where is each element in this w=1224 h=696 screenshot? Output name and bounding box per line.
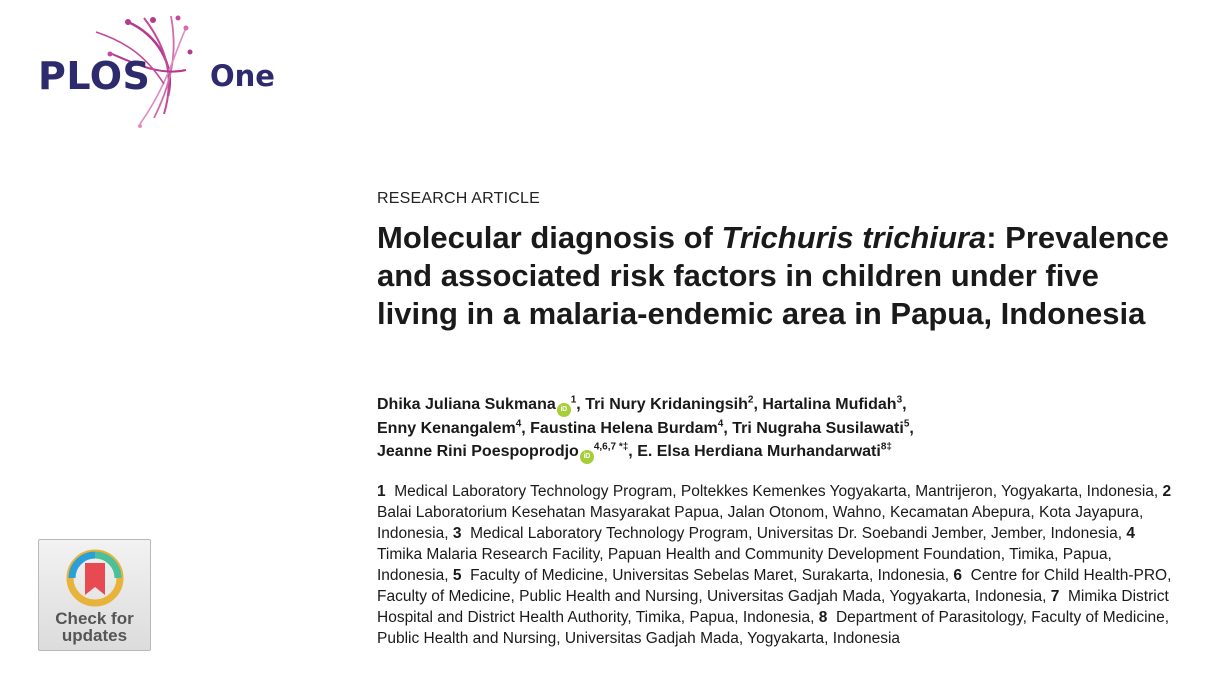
author[interactable] bbox=[530, 420, 723, 437]
affiliation-text: Faculty of Medicine, Universitas Sebelas Maret, Surakarta, Indonesia, bbox=[470, 567, 950, 584]
affiliation-number: 3 bbox=[452, 525, 462, 542]
logo-journal: One bbox=[210, 59, 275, 93]
affiliation-item bbox=[377, 483, 1158, 500]
author-name: Dhika Juliana Sukmana bbox=[377, 396, 556, 413]
author-affiliation-marker: 4 bbox=[515, 418, 522, 430]
author-name: Hartalina Mufidah bbox=[762, 396, 897, 413]
author[interactable] bbox=[377, 443, 628, 460]
check-for-updates-icon bbox=[66, 549, 124, 607]
article-type-label: RESEARCH ARTICLE bbox=[377, 190, 540, 207]
author-name: Tri Nugraha Susilawati bbox=[732, 420, 904, 437]
author-affiliation-marker: 4,6,7 *‡ bbox=[593, 441, 629, 453]
affiliation-text: Timika Malaria Research Facility, Papuan Health and Community Development Foundation, Timika, Papua, Indonesia, bbox=[377, 546, 1112, 584]
affiliation-text: Department of Parasitology, Faculty of Medicine, Public Health and Nursing, Universitas Gadjah Mada, Yogyakarta, Indonesia bbox=[377, 609, 1170, 647]
article-title: Molecular diagnosis of Trichuris trichiura: Prevalence and associated risk factors in children under five living in a malaria-endemic area in Papua, Indonesia bbox=[377, 220, 1169, 331]
author-name: Tri Nury Kridaningsih bbox=[585, 396, 748, 413]
check-for-updates-label: Check for updates bbox=[55, 609, 134, 645]
orcid-icon[interactable]: iD bbox=[557, 403, 571, 417]
check-for-updates-badge[interactable] bbox=[38, 539, 151, 651]
orcid-icon[interactable]: iD bbox=[580, 450, 594, 464]
author-name: Faustina Helena Burdam bbox=[530, 420, 718, 437]
affiliation-list bbox=[377, 481, 1177, 649]
affiliation-text: Medical Laboratory Technology Program, Universitas Dr. Soebandi Jember, Jember, Indonesia, bbox=[470, 525, 1123, 542]
affiliation-text: Medical Laboratory Technology Program, Poltekkes Kemenkes Yogyakarta, Mantrijeron, Yogyakarta, Indonesia, bbox=[394, 483, 1159, 500]
author-affiliation-marker: 1 bbox=[570, 394, 577, 406]
plos-one-logo bbox=[36, 14, 286, 136]
author[interactable] bbox=[377, 396, 576, 413]
author-affiliation-marker: 4 bbox=[717, 418, 724, 430]
affiliation-text: Centre for Child Health-PRO, Faculty of Medicine, Public Health and Nursing, Universitas Gadjah Mada, Yogyakarta, Indonesia, bbox=[377, 567, 1172, 605]
logo-brand: PLOS bbox=[38, 54, 151, 98]
author-name: E. Elsa Herdiana Murhandarwati bbox=[637, 443, 881, 460]
species-name: Trichuris trichiura bbox=[721, 220, 987, 255]
affiliation-text: Balai Laboratorium Kesehatan Masyarakat Papua, Jalan Otonom, Wahno, Kecamatan Abepura, Kota Jayapura, Indonesia, bbox=[377, 504, 1144, 542]
author[interactable] bbox=[637, 443, 892, 460]
affiliation-number: 4 bbox=[1126, 525, 1135, 542]
author-list: Dhika Juliana Sukmana $iD^1$, Tri Nury Kridaningsih$^2$, Hartalina Mufidah$^3$, Enny Kenangalem$^4$, Faustina Helena Burdam$^4$, Tri Nugraha Susilawati$^5$, Jeanne Rini Poespoprodjo $iD^{4,6,7 *\ddagger}$, E. Elsa Herdiana Murhandarwati$^{8\ddagger}$ bbox=[377, 393, 1197, 464]
affiliation-number: 6 bbox=[953, 567, 963, 584]
affiliation-item bbox=[453, 567, 949, 584]
affiliation-item bbox=[453, 525, 1122, 542]
affiliation-number: 8 bbox=[818, 609, 828, 626]
author[interactable] bbox=[377, 420, 521, 437]
affiliation-number: 7 bbox=[1050, 588, 1060, 605]
author-name: Enny Kenangalem bbox=[377, 420, 516, 437]
author[interactable] bbox=[762, 396, 902, 413]
author[interactable] bbox=[585, 396, 753, 413]
author-affiliation-marker: 2 bbox=[747, 394, 754, 406]
affiliation-number: 2 bbox=[1162, 483, 1172, 500]
author-name: Jeanne Rini Poespoprodjo bbox=[377, 443, 579, 460]
author[interactable] bbox=[732, 420, 909, 437]
author-affiliation-marker: 8‡ bbox=[880, 441, 892, 453]
author-affiliation-marker: 3 bbox=[896, 394, 903, 406]
affiliation-number: 5 bbox=[452, 567, 462, 584]
affiliation-text: Mimika District Hospital and District Health Authority, Timika, Papua, Indonesia, bbox=[377, 588, 1169, 626]
author-affiliation-marker: 5 bbox=[903, 418, 910, 430]
affiliation-number: 1 bbox=[377, 483, 386, 500]
